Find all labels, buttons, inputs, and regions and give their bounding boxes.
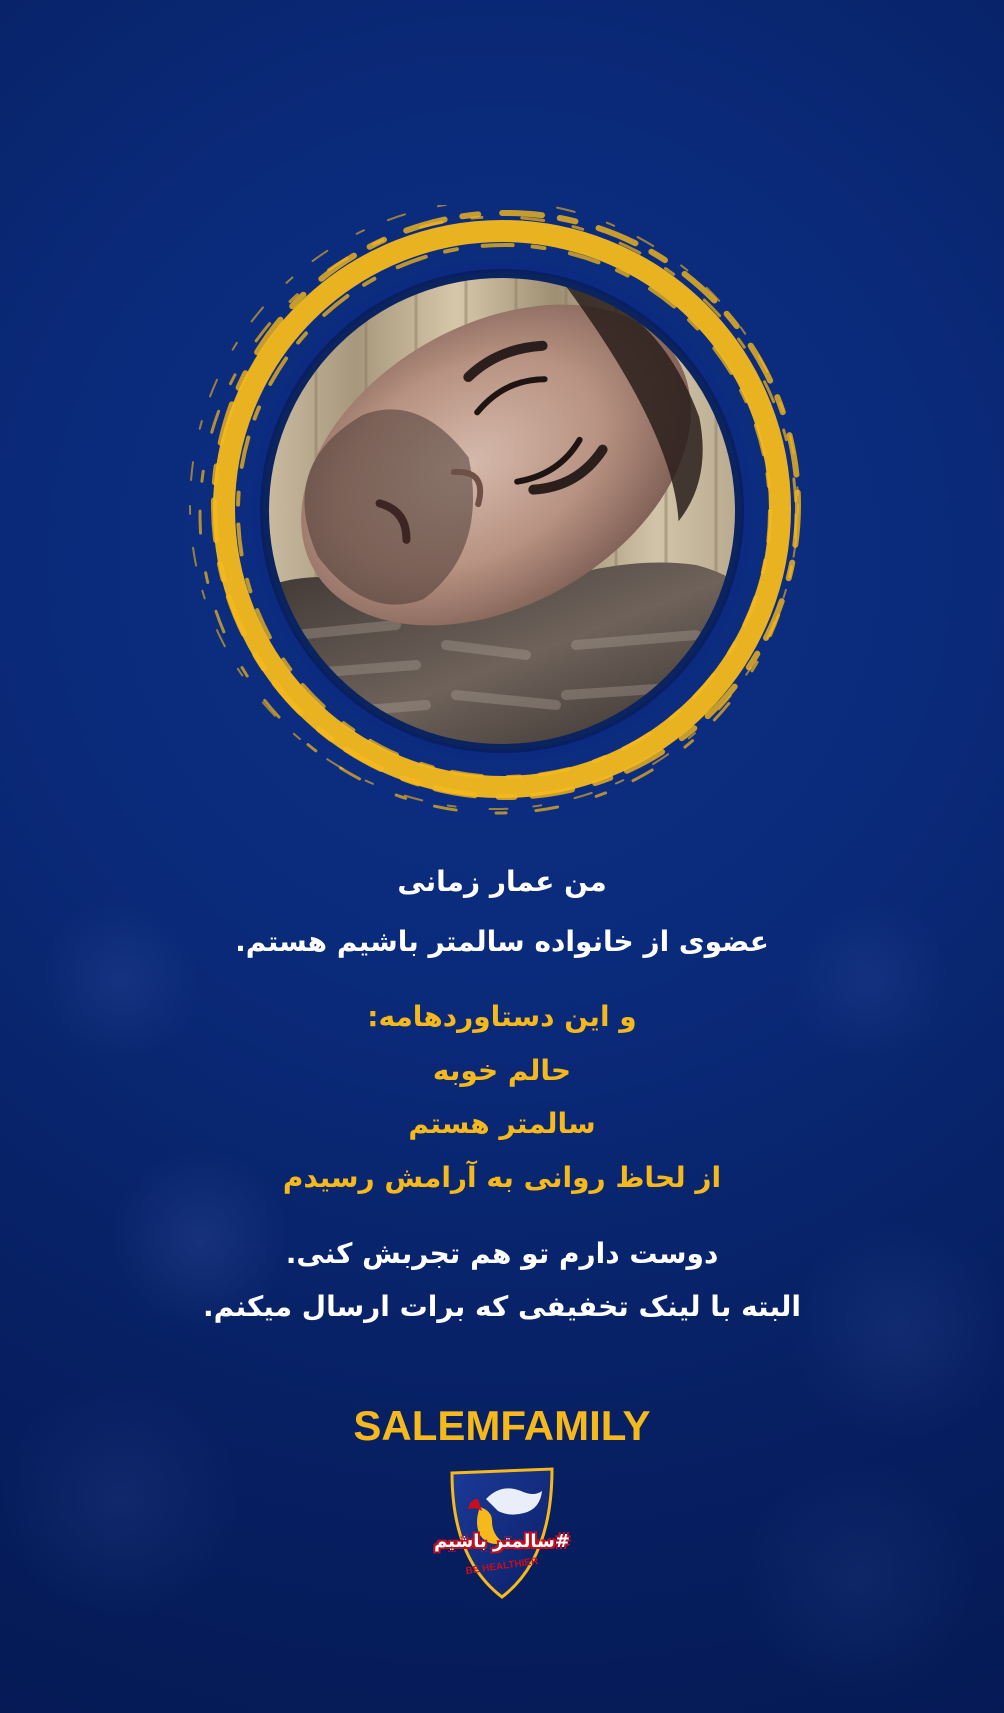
achievements-header: و این دستاوردهامه: [367,1000,637,1034]
logo-hashtag-text: #سالمتر باشیم [434,1531,570,1552]
achievement-item-3: از لحاظ روانی به آرامش رسیدم [282,1160,722,1194]
achievement-item-2: سالمتر هستم [408,1107,596,1141]
brand-logo [426,1465,578,1601]
invite-line-1: دوست دارم تو هم تجربش کنی. [285,1236,719,1270]
member-line: عضوی از خانواده سالمتر باشیم هستم. [235,924,769,958]
logo-subtext: BE HEALTHIER [465,1555,539,1578]
achievement-item-1: حالم خوبه [432,1053,572,1087]
profile-photo-frame [176,205,826,825]
invite-line-2: البته با لینک تخفیفی که برات ارسال میکنم. [202,1290,802,1324]
brand-label: SALEMFAMILY [353,1402,651,1449]
testimonial-content [0,865,1004,1324]
profile-photo [176,205,826,825]
name-line: من عمار زمانی [397,865,607,898]
